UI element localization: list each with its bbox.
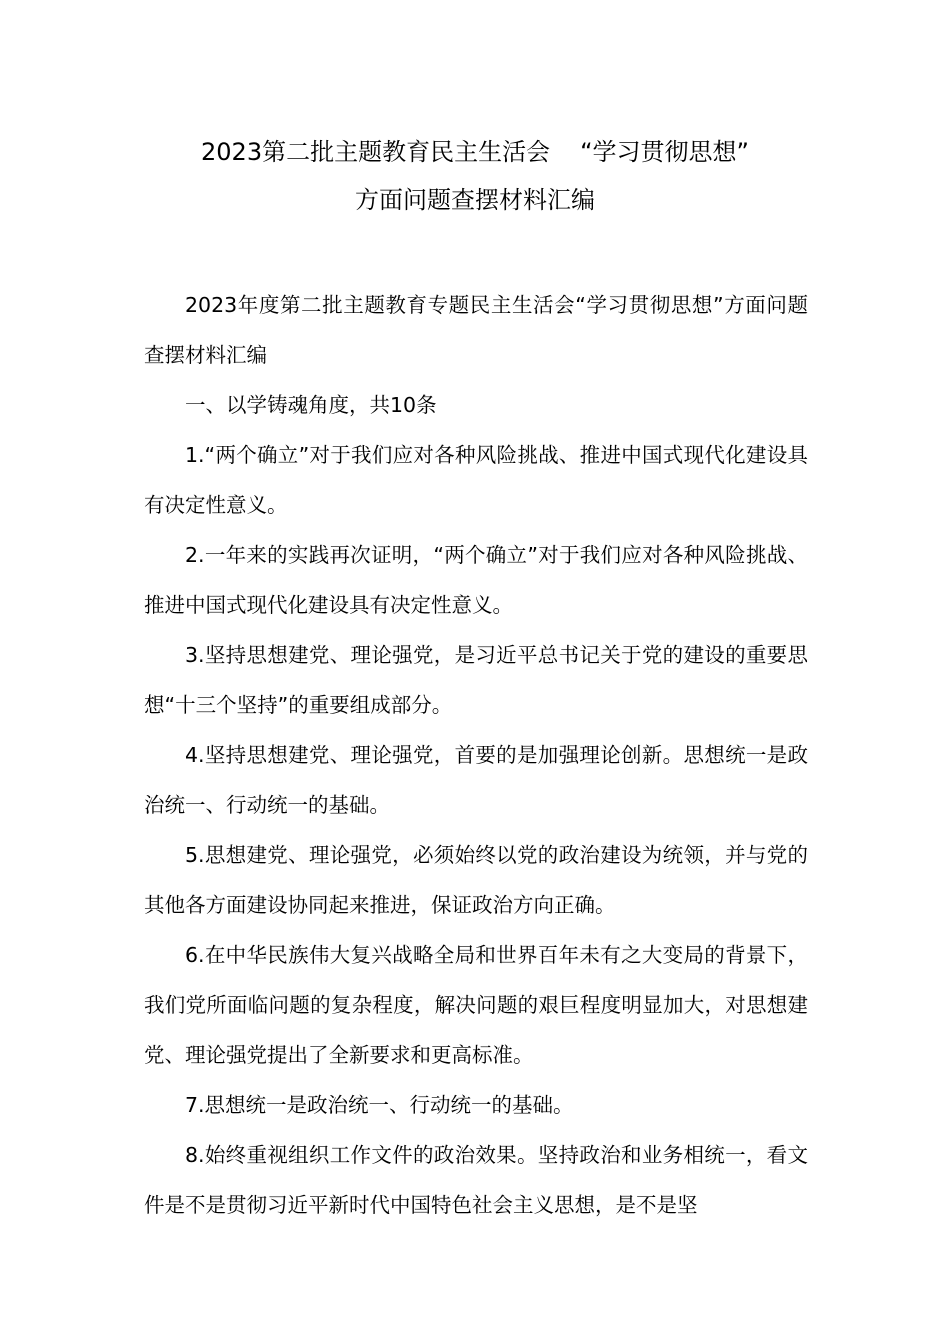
list-item-6: 6.在中华民族伟大复兴战略全局和世界百年未有之大变局的背景下，我们党所面临问题的复杂程度，解决问题的艰巨程度明显加大，对思想建党、理论强党提出了全新要求和更高标准。: [144, 943, 808, 1067]
list-item-5: 5.思想建党、理论强党，必须始终以党的政治建设为统领，并与党的其他各方面建设协同起来推进，保证政治方向正确。: [144, 843, 808, 917]
list-item-7: 7.思想统一是政治统一、行动统一的基础。: [185, 1093, 574, 1117]
title-main-text: 2023第二批主题教育民主生活会: [201, 138, 551, 166]
intro-paragraph: 2023年度第二批主题教育专题民主生活会“学习贯彻思想”方面问题查摆材料汇编: [144, 293, 808, 367]
title-line-1: [0, 128, 950, 176]
list-item-1: 1.“两个确立”对于我们应对各种风险挑战、推进中国式现代化建设具有决定性意义。: [144, 443, 808, 517]
section-heading: 一、以学铸魂角度，共10条: [185, 393, 437, 417]
title-quoted-text: “学习贯彻思想”: [580, 138, 749, 166]
list-item-8: 8.始终重视组织工作文件的政治效果。坚持政治和业务相统一，看文件是不是贯彻习近平新时代中国特色社会主义思想，是不是坚: [144, 1143, 808, 1217]
document-body: [144, 280, 808, 1230]
list-item-3: 3.坚持思想建党、理论强党，是习近平总书记关于党的建设的重要思想“十三个坚持”的重要组成部分。: [144, 643, 808, 717]
list-item-2: 2.一年来的实践再次证明，“两个确立”对于我们应对各种风险挑战、推进中国式现代化建设具有决定性意义。: [144, 543, 808, 617]
list-item-4: 4.坚持思想建党、理论强党，首要的是加强理论创新。思想统一是政治统一、行动统一的基础。: [144, 743, 808, 817]
document-title: [0, 128, 950, 224]
title-line-2: 方面问题查摆材料汇编: [355, 186, 595, 214]
